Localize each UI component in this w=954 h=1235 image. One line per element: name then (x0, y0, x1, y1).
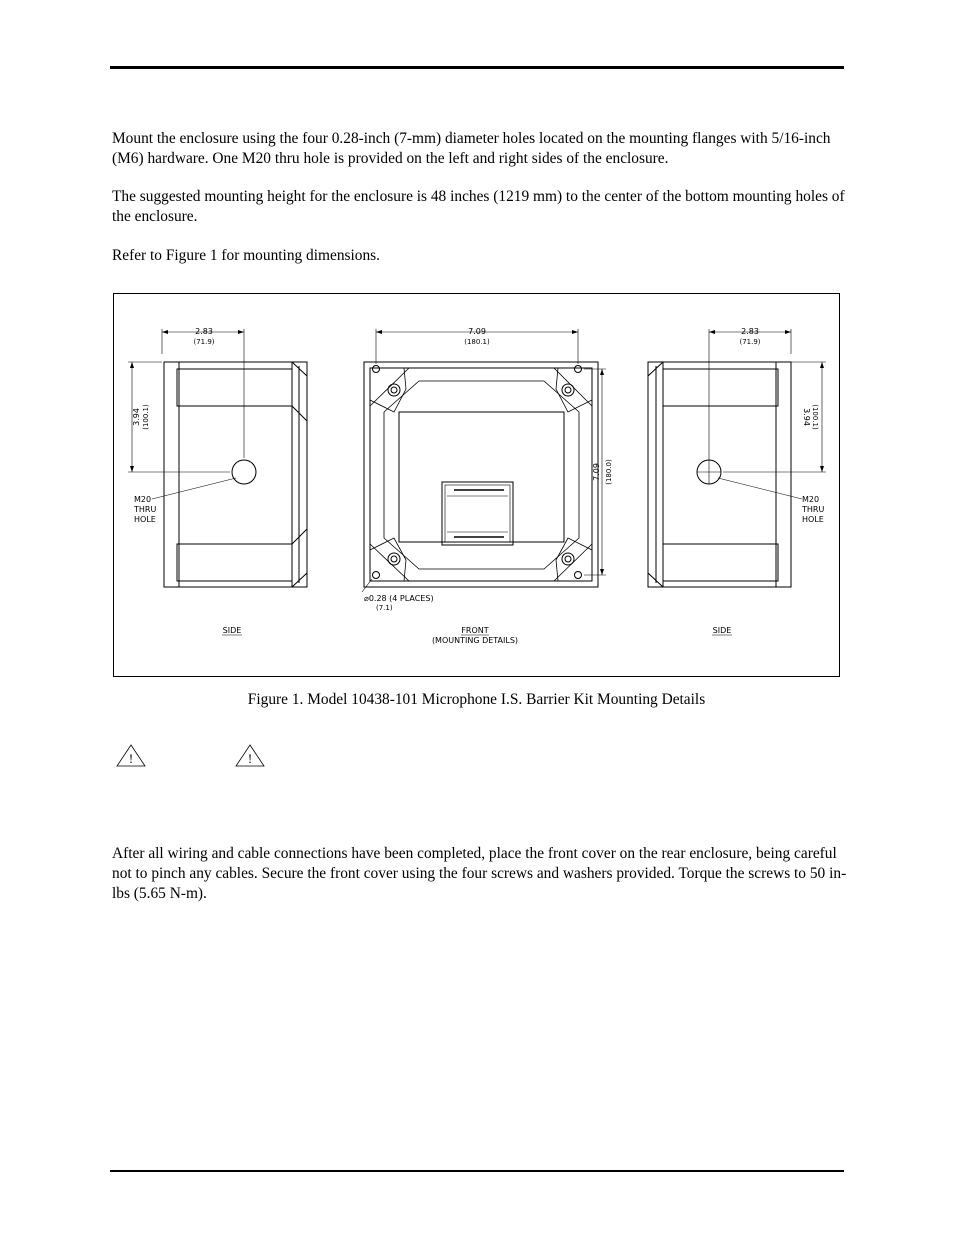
mount-hole-tr (575, 366, 582, 373)
warning-triangle-icon (235, 744, 265, 768)
left-height-dim: 3.94 (132, 408, 141, 426)
front-hole-note: ⌀0.28 (4 PLACES) (364, 594, 434, 603)
right-width-dim-mm: (71.9) (739, 338, 761, 346)
svg-text:!: ! (128, 751, 134, 766)
front-width-dim: 7.09 (468, 327, 486, 336)
right-width-dim: 2.83 (741, 327, 759, 336)
right-hole-label-3: HOLE (802, 515, 824, 524)
left-height-dim-mm: (100.1) (142, 404, 150, 430)
right-height-dim-mm: (100.1) (811, 404, 819, 430)
left-hole-label-3: HOLE (134, 515, 156, 524)
front-hole-note-mm: (7.1) (376, 604, 393, 612)
front-cover-paragraph: After all wiring and cable connections have been completed, place the front cover on the rear enclosure, being careful not to pinch any cables. Secure the front cover using the four screws and washers provided. Torque the screws to 50 in-lbs (5.65 N-m). (112, 845, 847, 902)
front-view-sublabel: (MOUNTING DETAILS) (431, 636, 519, 645)
front-width-dim-mm: (180.1) (464, 338, 490, 346)
svg-text:!: ! (247, 751, 253, 766)
mount-hole-bl (373, 572, 380, 579)
left-view-label: SIDE (222, 626, 242, 635)
figure-caption: Figure 1. Model 10438-101 Microphone I.S. Barrier Kit Mounting Details (247, 691, 706, 708)
front-height-dim-mm: (180.0) (605, 459, 613, 485)
front-height-dim: 7.09 (592, 463, 601, 481)
mounting-paragraph: Mount the enclosure using the four 0.28-inch (7-mm) diameter holes located on the mounting flanges with 5/16-inch (M6) hardware. One M20 thru hole is provided on the left and right sides of the enclosure. (112, 130, 831, 167)
front-view (362, 329, 606, 592)
mounting-height-paragraph: The suggested mounting height for the enclosure is 48 inches (1219 mm) to the center of the bottom mounting holes of the enclosure. (112, 188, 845, 225)
left-m20-hole (232, 460, 256, 484)
right-height-dim: 3.94 (802, 408, 811, 426)
footer-rule (110, 1170, 844, 1172)
right-view-label: SIDE (712, 626, 732, 635)
left-hole-label-2: THRU (134, 505, 157, 514)
figure-reference-paragraph: Refer to Figure 1 for mounting dimensions. (112, 247, 381, 264)
mounting-figure (113, 293, 840, 677)
mount-hole-tl (373, 366, 380, 373)
left-width-dim: 2.83 (195, 327, 213, 336)
right-hole-label-1: M20 (802, 495, 820, 504)
right-hole-label-2: THRU (802, 505, 825, 514)
mounting-drawing (114, 294, 841, 678)
right-side-view (648, 329, 826, 587)
front-view-label: FRONT (461, 626, 489, 635)
left-width-dim-mm: (71.9) (193, 338, 215, 346)
warning-triangle-icon (116, 744, 146, 768)
header-rule (110, 66, 844, 69)
left-side-view (128, 329, 307, 587)
left-hole-label-1: M20 (134, 495, 152, 504)
mount-hole-br (575, 572, 582, 579)
